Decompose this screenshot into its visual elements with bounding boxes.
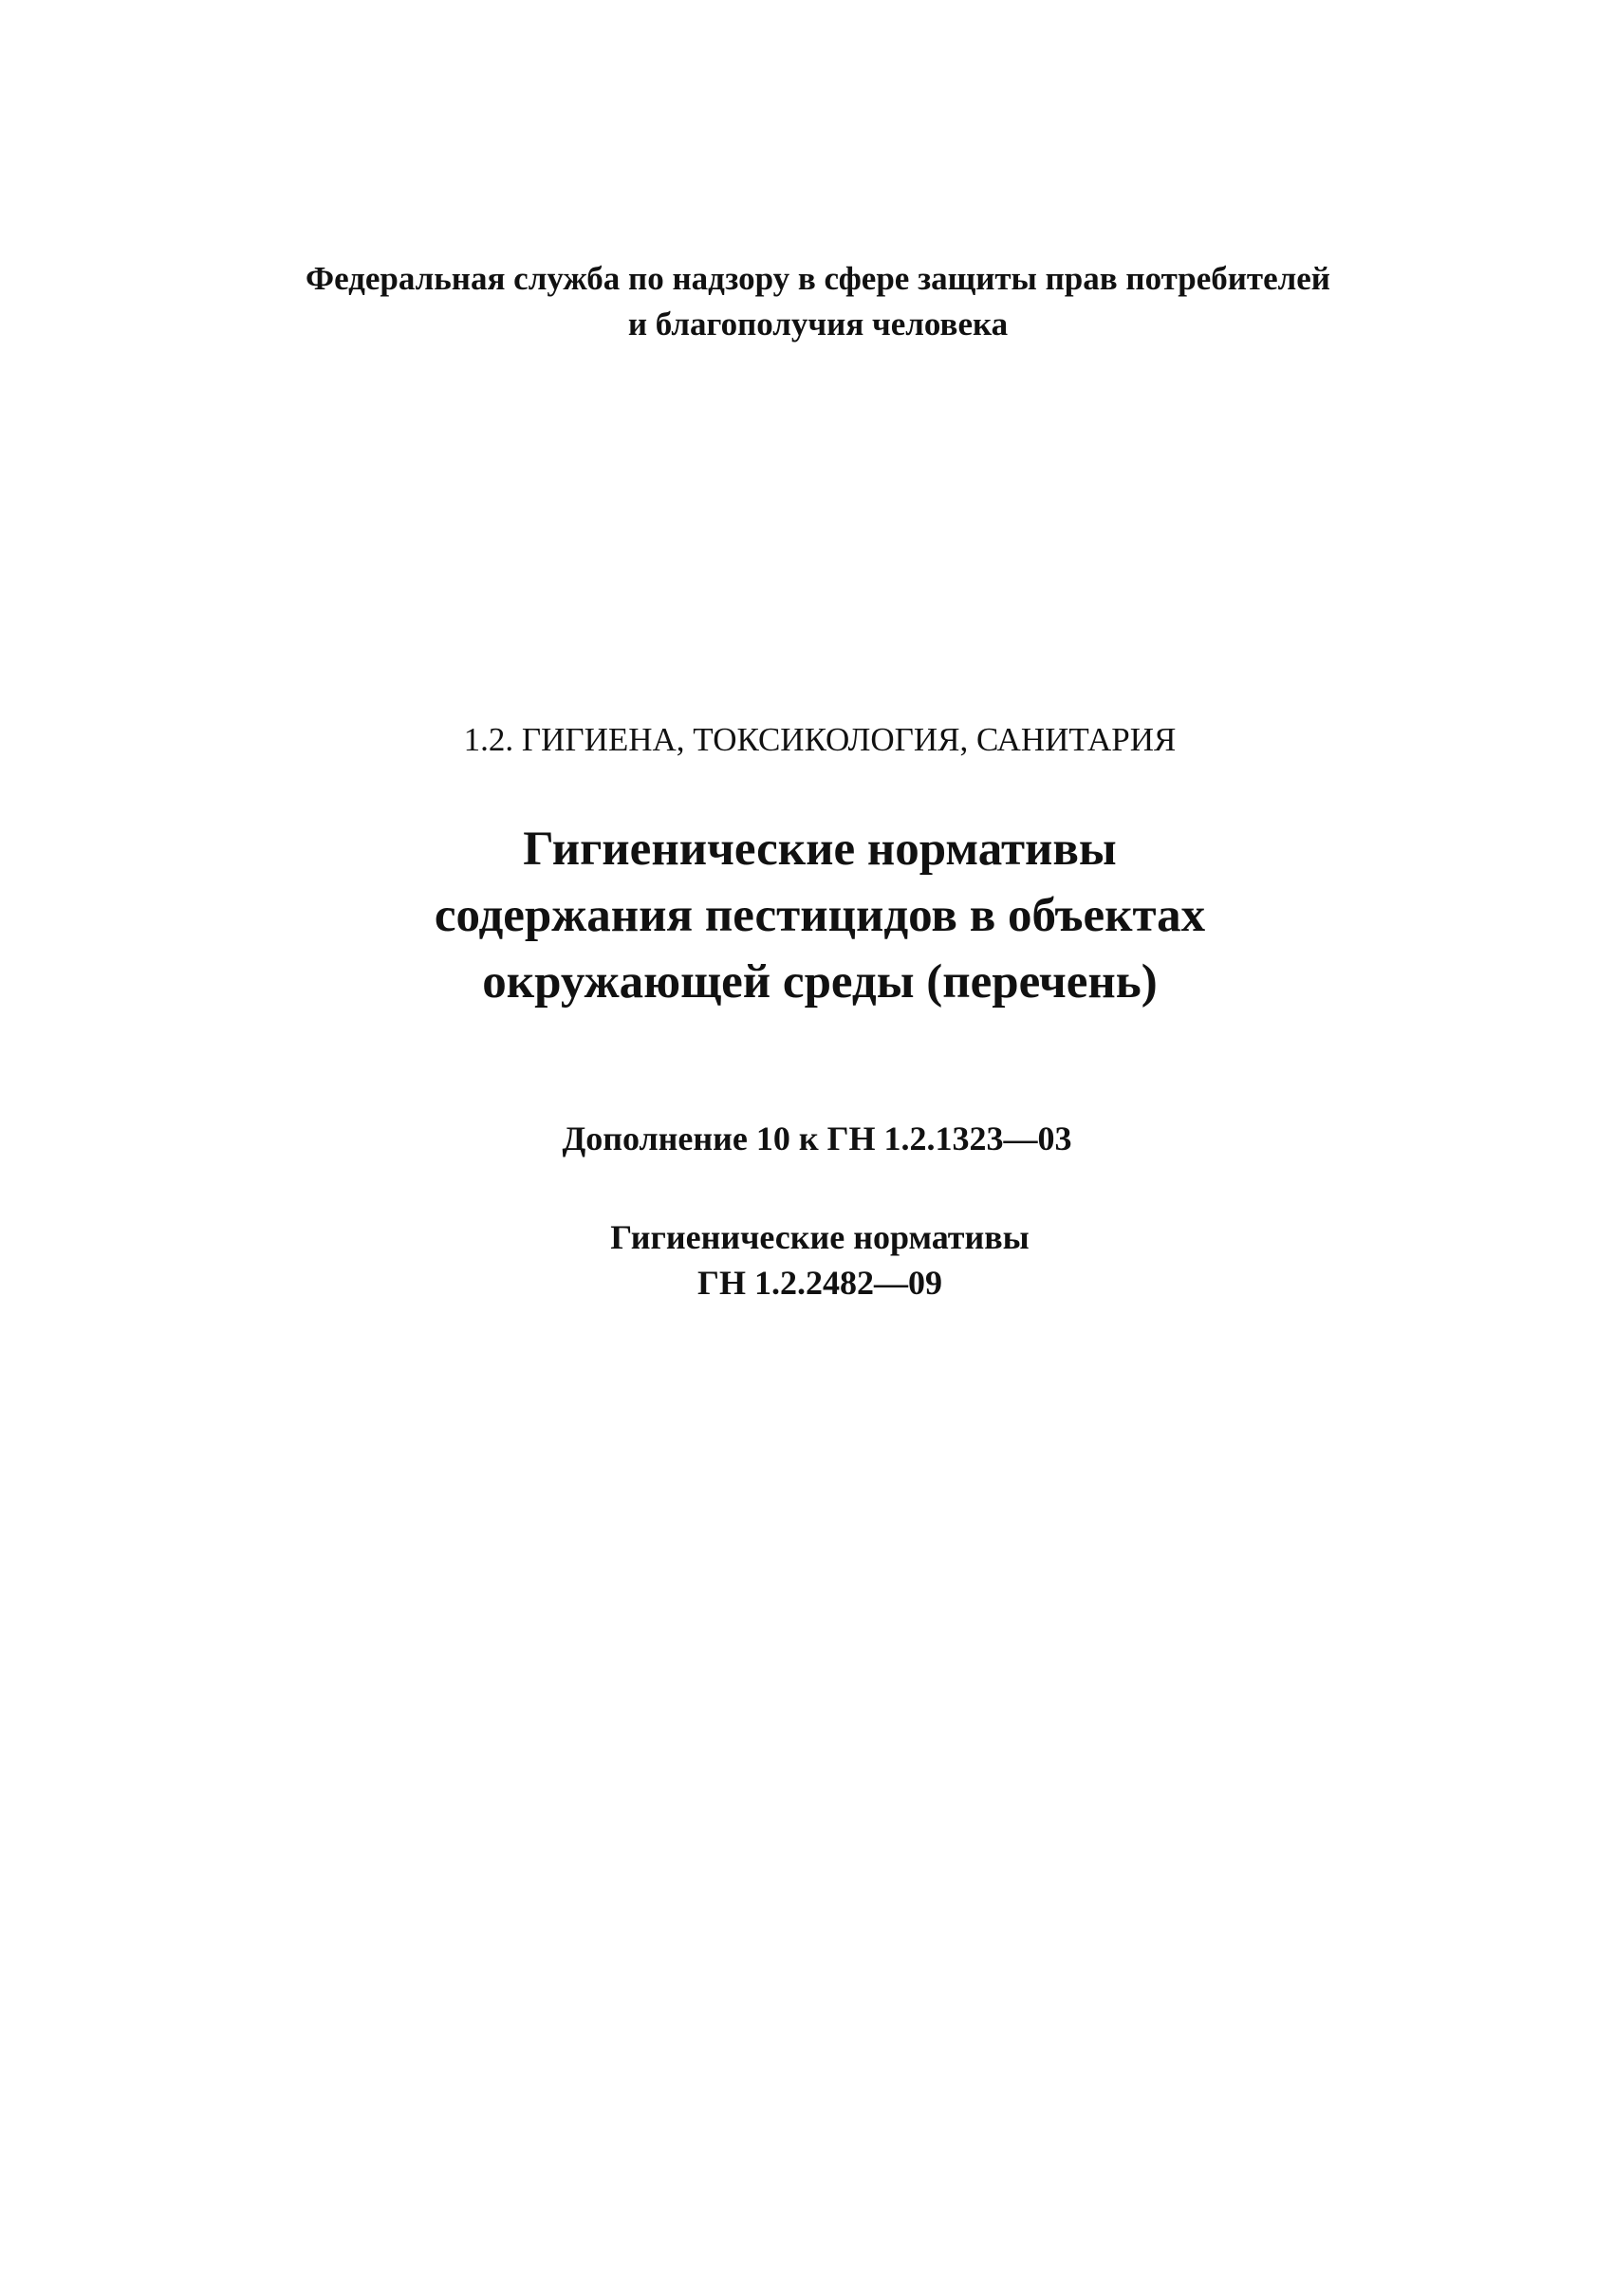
agency-line-2: и благополучия человека	[627, 306, 1009, 343]
issuing-agency	[10, 256, 1615, 347]
supplement-reference	[9, 1117, 1615, 1160]
title-line-1: Гигиенические нормативы	[523, 823, 1117, 876]
supplement-text: Дополнение 10 к ГН 1.2.1323—03	[562, 1120, 1072, 1157]
document-title	[12, 816, 1615, 1015]
title-line-2: содержания пестицидов в объектах	[434, 889, 1206, 942]
series-label: 1.2. ГИГИЕНА, ТОКСИКОЛОГИЯ, САНИТАРИЯ	[463, 721, 1177, 758]
norms-designation	[12, 1214, 1615, 1305]
document-series	[12, 718, 1615, 762]
agency-line-1: Федеральная служба по надзору в сфере защиты прав потребителей	[306, 260, 1330, 297]
norms-line-2: ГН 1.2.2482—09	[697, 1264, 942, 1302]
title-line-3: окружающей среды (перечень)	[482, 955, 1158, 1009]
norms-line-1: Гигиенические нормативы	[610, 1218, 1030, 1256]
